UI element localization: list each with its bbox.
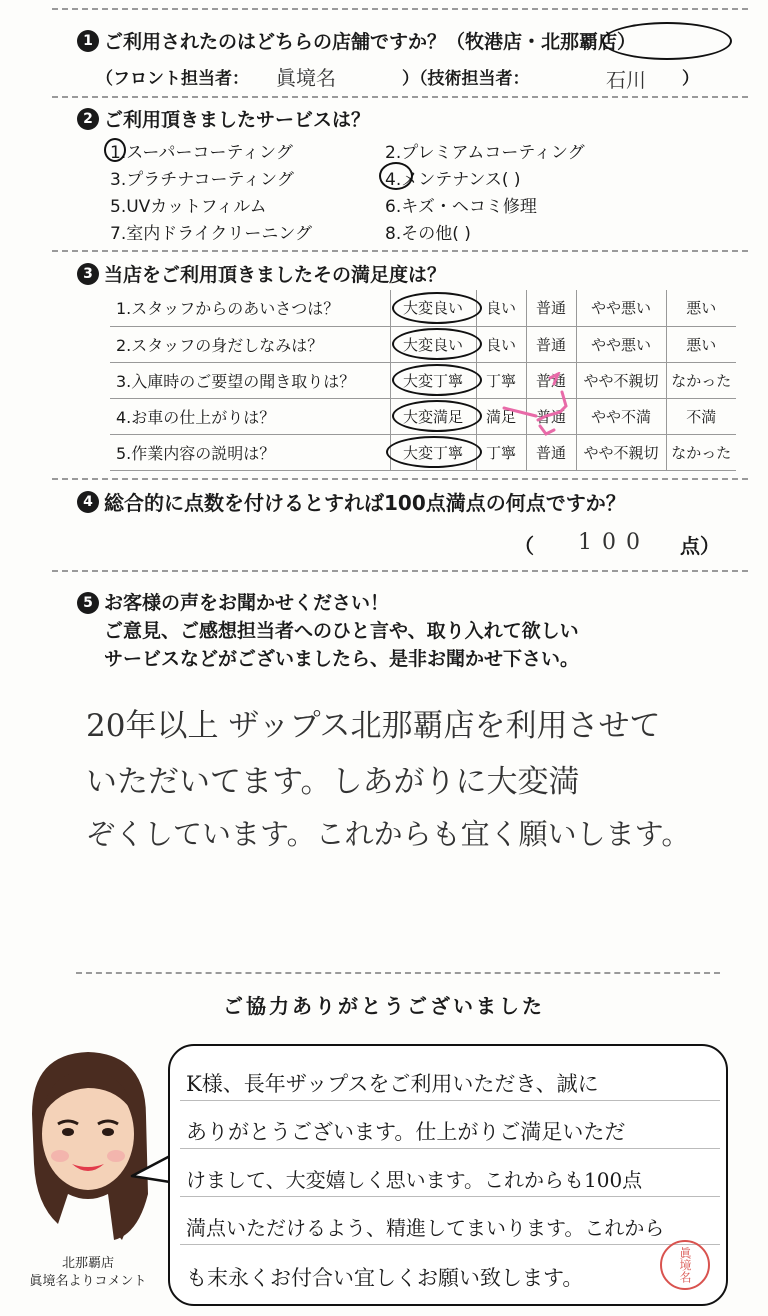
divider-3 [52, 478, 748, 480]
bubble-rule [180, 1100, 720, 1101]
q5-line-2: ご意見、ご感想担当者へのひと言や、取り入れて欲しい [104, 620, 579, 642]
row-option: やや悪い [576, 326, 666, 362]
staff-reply-line-2: ありがとうございます。仕上がりご満足いただ [186, 1120, 626, 1144]
row-option: 不満 [666, 398, 736, 434]
thanks-message: ご協力ありがとうございました [223, 994, 545, 1018]
q5-line-3: サービスなどがございましたら、是非お聞かせ下さい。 [104, 648, 580, 670]
bubble-rule [180, 1148, 720, 1149]
front-staff-value: 眞境名 [276, 66, 336, 90]
bubble-rule [180, 1244, 720, 1245]
row-question: 4.お車の仕上がりは？ [110, 398, 390, 434]
staff-reply-line-5: も末永くお付合い宜しくお願い致します。 [186, 1266, 584, 1290]
top-divider [52, 8, 748, 10]
staff-portrait [18, 1044, 158, 1244]
section-number-3: 3 [77, 263, 99, 285]
section-number-1: 1 [77, 30, 99, 52]
q5-line-1: お客様の声をお聞かせください！ [104, 592, 390, 614]
row-option: なかった [666, 362, 736, 398]
customer-answer-line-1: 20年以上 ザップス北那覇店を利用させて [86, 708, 661, 744]
rating-1-selection-circle [392, 292, 482, 324]
q1-question: ご利用されたのはどちらの店舗ですか？（牧港店・北那覇店） [104, 31, 637, 53]
name-stamp-text: 眞境名 [678, 1247, 692, 1283]
row-option: 普通 [526, 398, 576, 434]
row-option: 悪い [666, 290, 736, 326]
staff-reply-line-4: 満点いただけるよう、精進してまいります。これから [186, 1216, 665, 1240]
row-option: 大変良い [390, 326, 476, 362]
row-option: 悪い [666, 326, 736, 362]
service-item-2: 2.プレミアムコーティング [385, 143, 585, 163]
divider-2 [52, 250, 748, 252]
row-option: 大変良い [390, 290, 476, 326]
row-question: 5.作業内容の説明は？ [110, 434, 390, 470]
row-question: 2.スタッフの身だしなみは？ [110, 326, 390, 362]
row-option: 良い [476, 290, 526, 326]
row-question: 3.入庫時のご要望の聞き取りは？ [110, 362, 390, 398]
q2-question: ご利用頂きましたサービスは？ [104, 109, 371, 131]
service-item-5: 5.UVカットフィルム [110, 197, 267, 217]
row-option: やや悪い [576, 290, 666, 326]
row-option: 満足 [476, 398, 526, 434]
rating-4-selection-circle [392, 400, 482, 432]
service-item-7: 7.室内ドライクリーニング [110, 224, 313, 244]
service-item-3: 3.プラチナコーティング [110, 170, 294, 190]
row-option: 丁寧 [476, 434, 526, 470]
service-4-selection-circle [379, 162, 413, 190]
store-selection-circle [602, 22, 732, 60]
customer-answer-line-3: ぞくしています。これからも宜く願いします。 [86, 817, 691, 851]
row-option: 丁寧 [476, 362, 526, 398]
divider-4 [52, 570, 748, 572]
tech-staff-label: ）（技術担当者： [402, 69, 530, 89]
q3-question: 当店をご利用頂きましたその満足度は？ [104, 264, 447, 286]
row-option: 大変丁寧 [390, 362, 476, 398]
row-question: 1.スタッフからのあいさつは？ [110, 290, 390, 326]
front-staff-label: （フロント担当者： [96, 69, 249, 89]
tech-staff-value: 石川 [606, 68, 646, 92]
row-option: やや不親切 [576, 362, 666, 398]
row-option: やや不満 [576, 398, 666, 434]
score-unit: 点） [680, 534, 720, 558]
row-option: なかった [666, 434, 736, 470]
row-option: 良い [476, 326, 526, 362]
rating-3-selection-circle [392, 364, 482, 396]
name-stamp [660, 1240, 710, 1290]
service-item-6: 6.キズ・ヘコミ修理 [385, 197, 537, 217]
service-item-8: 8.その他( ) [385, 224, 471, 244]
staff-store-name: 北那覇店 [61, 1256, 114, 1271]
row-option: 大変満足 [390, 398, 476, 434]
staff-reply-line-1: K様、長年ザップスをご利用いただき、誠に [186, 1072, 599, 1096]
row-option: 普通 [526, 326, 576, 362]
row-option: 普通 [526, 362, 576, 398]
divider-1 [52, 96, 748, 98]
service-1-selection-circle [104, 138, 126, 162]
bubble-rule [180, 1196, 720, 1197]
tech-staff-close: ） [682, 69, 699, 89]
row-option: 大変丁寧 [390, 434, 476, 470]
q4-question: 総合的に点数を付けるとすれば100点満点の何点ですか？ [104, 491, 626, 515]
pink-pen-scribble [480, 372, 580, 442]
service-item-1: 1.スーパーコーティング [110, 143, 293, 163]
section-number-4: 4 [77, 491, 99, 513]
row-option: 普通 [526, 290, 576, 326]
section-number-2: 2 [77, 108, 99, 130]
rating-2-selection-circle [392, 328, 482, 360]
section-number-5: 5 [77, 592, 99, 614]
row-option: やや不親切 [576, 434, 666, 470]
score-open-paren: （ [514, 534, 534, 558]
customer-answer-line-2: いただいてます。しあがりに大変満 [86, 764, 580, 800]
service-item-4: 4.メンテナンス( ) [385, 170, 521, 190]
score-value: 100 [578, 530, 650, 555]
staff-comment-from: 眞境名よりコメント [29, 1274, 147, 1289]
divider-5 [76, 972, 720, 974]
rating-5-selection-circle [386, 436, 482, 468]
staff-reply-line-3: けまして、大変嬉しく思います。これからも100点 [186, 1168, 643, 1192]
row-option: 普通 [526, 434, 576, 470]
